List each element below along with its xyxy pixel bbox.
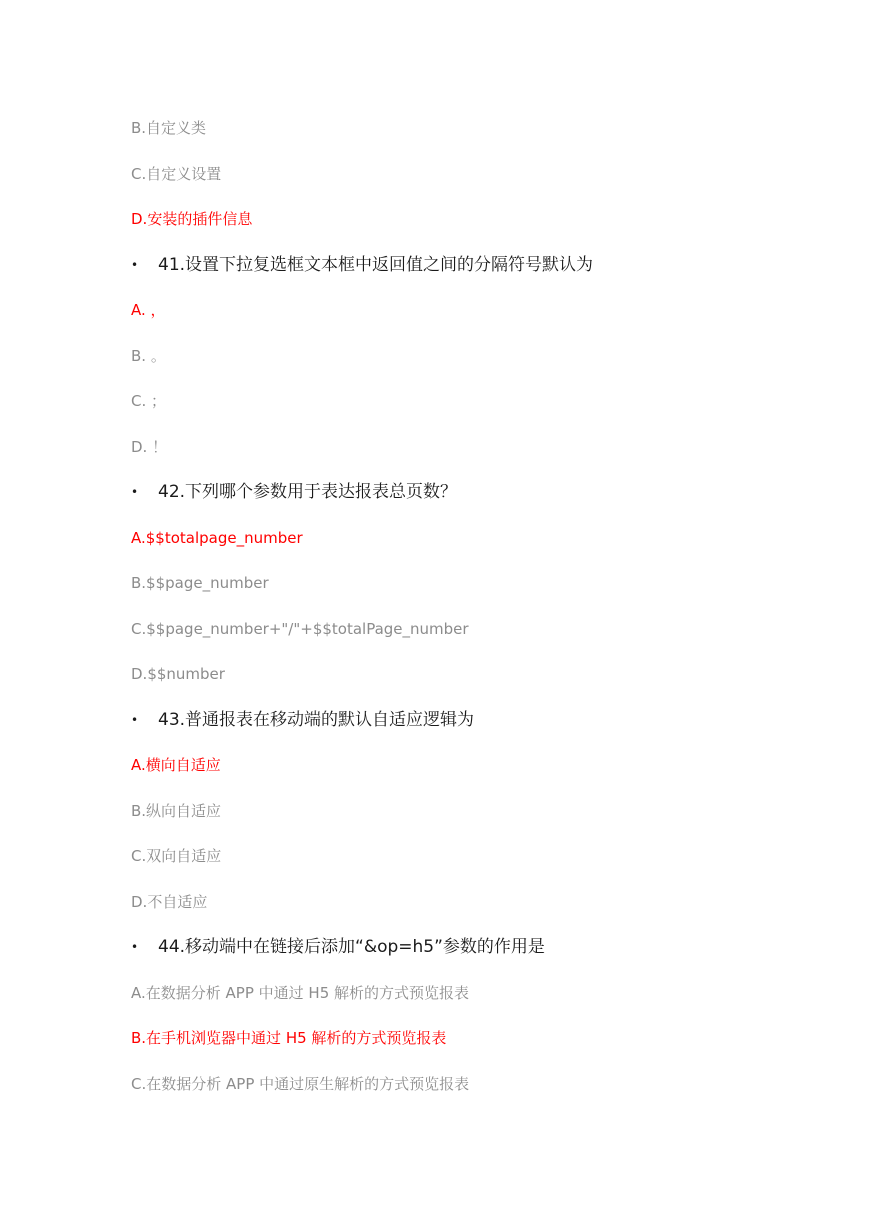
q44-option-b-correct: B.在手机浏览器中通过 H5 解析的方式预览报表 — [131, 1029, 447, 1047]
q44-question — [131, 937, 545, 957]
bullet-icon: • — [131, 940, 139, 954]
q41-option-a-correct: A. ， — [131, 301, 166, 319]
q40-option-b: B.自定义类 — [131, 119, 207, 137]
bullet-icon: • — [131, 713, 139, 727]
q41-option-d: D. ！ — [131, 438, 168, 456]
q43-option-a-correct: A.横向自适应 — [131, 756, 221, 774]
q43-question-text: 43.普通报表在移动端的默认自适应逻辑为 — [158, 710, 475, 730]
q43-option-c: C.双向自适应 — [131, 847, 222, 865]
q43-option-d: D.不自适应 — [131, 893, 208, 911]
q41-question-text: 41.设置下拉复选框文本框中返回值之间的分隔符号默认为 — [158, 255, 594, 275]
q41-option-b: B. 。 — [131, 347, 166, 365]
bullet-icon: • — [131, 485, 139, 499]
q42-option-b: B.$$page_number — [131, 574, 269, 592]
q40-option-c: C.自定义设置 — [131, 165, 222, 183]
q41-question — [131, 255, 593, 275]
q40-option-d-correct: D.安装的插件信息 — [131, 210, 253, 228]
q43-question — [131, 710, 474, 730]
q42-question — [131, 482, 457, 502]
q41-option-c: C. ； — [131, 392, 167, 410]
q42-option-c: C.$$page_number+"/"+$$totalPage_number — [131, 620, 469, 638]
q44-question-text: 44.移动端中在链接后添加“&op=h5”参数的作用是 — [158, 937, 545, 957]
q44-option-c: C.在数据分析 APP 中通过原生解析的方式预览报表 — [131, 1075, 470, 1093]
q42-question-text: 42.下列哪个参数用于表达报表总页数？ — [158, 482, 458, 502]
q44-option-a: A.在数据分析 APP 中通过 H5 解析的方式预览报表 — [131, 984, 470, 1002]
q42-option-a-correct: A.$$totalpage_number — [131, 529, 303, 547]
q42-option-d: D.$$number — [131, 665, 225, 683]
bullet-icon: • — [131, 258, 139, 272]
q43-option-b: B.纵向自适应 — [131, 802, 222, 820]
